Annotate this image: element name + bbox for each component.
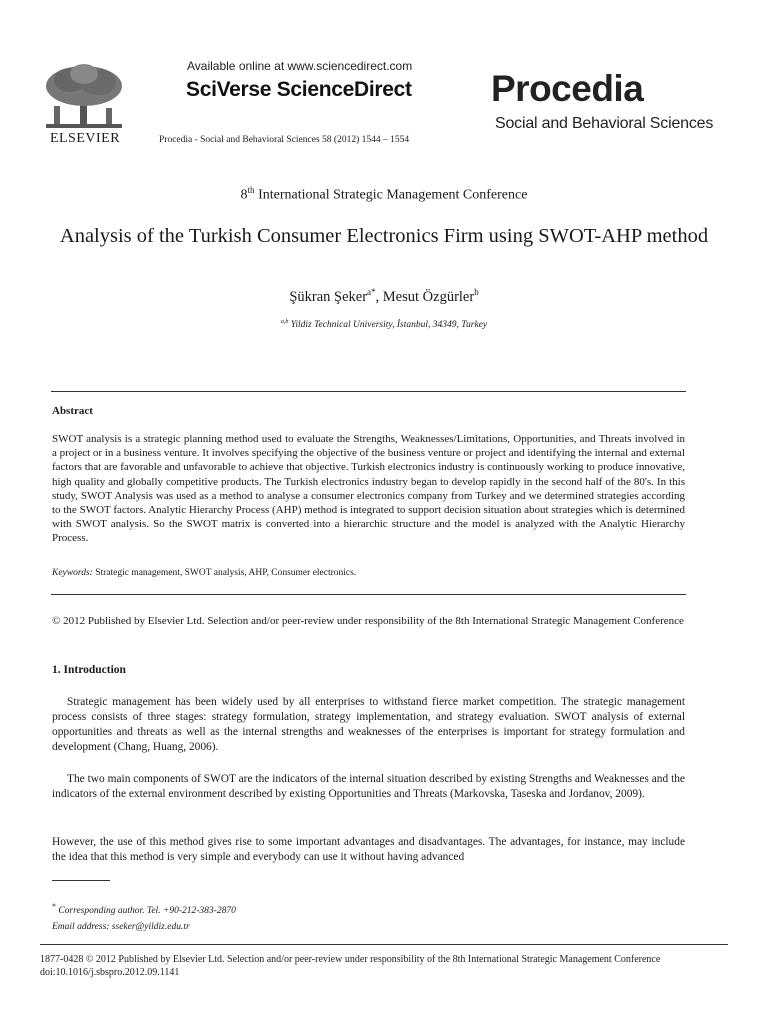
abstract-bottom-rule [51, 594, 686, 595]
procedia-logo: Procedia [491, 68, 644, 109]
author-2-affil: b [474, 287, 479, 297]
conference-name [0, 185, 768, 204]
intro-paragraph-2: The two main components of SWOT are the indicators of the internal situation described by existing Strengths and Weaknesses and the indicators of the external environment described by existing Opportunities and Threats (Markovska, Taseska and Jordanov, 2009). [52, 773, 685, 800]
affiliation-marker: a,b [280, 319, 289, 325]
footnote-email: Email address: sseker@yildiz.edu.tr [52, 922, 190, 932]
conference-number: 8 [240, 187, 248, 203]
author-2: Mesut Özgürler [382, 288, 475, 305]
available-online-text: Available online at www.sciencedirect.com [187, 59, 413, 73]
abstract-text: SWOT analysis is a strategic planning method used to evaluate the Strengths, Weaknesses/Limitations, Opportunities, and Threats involved in a project or in a business venture. It involves specifying the objective of the business venture or project and identifying the internal and external factors that are favorable and unfavorable to achieve that objective. Turkish electronics industry is continuously working to produce innovative, high quality and globally competitive products. The Turkish electronics industry began to develop rapidly in the second half of the 80's. In this study, SWOT Analysis was used as a method to analyse a consumer electronics company from Turkey and we determined strategies according to the SWOT factors. Analytic Hierarchy Process (AHP) method is integrated to support decision situation about strategies which is determined with SWOT analysis. So the SWOT matrix is converted into a hierarchic structure and the model is analyzed with the Analytic Hierarchy Process. [52, 433, 685, 545]
intro-paragraph-3: However, the use of this method gives rise to some important advantages and disadvantages. The advantages, for instance, may include the idea that this method is very simple and everybody can use it without having advanced [52, 836, 685, 863]
conference-title: International Strategic Management Conference [254, 187, 528, 203]
sciverse-logo: SciVerse ScienceDirect [186, 78, 412, 101]
keywords-text: Strategic management, SWOT analysis, AHP, Consumer electronics. [92, 568, 357, 578]
footnote-corresponding [52, 902, 236, 916]
authors [0, 287, 768, 306]
keywords [52, 568, 356, 578]
author-1: Şükran Şeker [289, 288, 368, 305]
footnote-marker: * [52, 902, 56, 911]
author-separator: , [375, 288, 383, 305]
affiliation [0, 319, 768, 330]
introduction-heading: 1. Introduction [52, 664, 126, 676]
journal-reference: Procedia - Social and Behavioral Sciences 58 (2012) 1544 – 1554 [159, 135, 410, 145]
bottom-rule [40, 944, 728, 945]
paper-title: Analysis of the Turkish Consumer Electronics Firm using SWOT-AHP method [59, 225, 709, 247]
author-1-affil: a* [367, 287, 376, 297]
abstract-heading: Abstract [52, 405, 93, 417]
procedia-subtitle: Social and Behavioral Sciences [495, 115, 714, 132]
footnote-corresponding-text: Corresponding author. Tel. +90-212-383-2870 [55, 906, 236, 917]
footnote-rule [52, 880, 110, 881]
doi: doi:10.1016/j.sbspro.2012.09.1141 [40, 967, 180, 978]
abstract-top-rule [51, 391, 686, 392]
conference-superscript: th [247, 185, 255, 195]
keywords-label: Keywords: [52, 568, 93, 578]
elsevier-wordmark: ELSEVIER [49, 131, 121, 146]
affiliation-text: Yildiz Technical University, İstanbul, 34349, Turkey [290, 320, 488, 331]
copyright-notice: © 2012 Published by Elsevier Ltd. Selection and/or peer-review under responsibility of the 8th International Strategic Management Conference [52, 615, 684, 627]
intro-paragraph-1: Strategic management has been widely used by all enterprises to withstand fierce market competition. The strategic management process consists of three stages: strategy formulation, strategy implementation, and strategy evaluation. SWOT analysis of external opportunities and threats as well as the internal strengths and weaknesses of the enterprises is important for strategy formulation and development (Chang, Huang, 2006). [52, 696, 685, 753]
bottom-copyright: 1877-0428 © 2012 Published by Elsevier Ltd. Selection and/or peer-review under responsibility of the 8th International Strategic Management Conference [40, 954, 661, 965]
